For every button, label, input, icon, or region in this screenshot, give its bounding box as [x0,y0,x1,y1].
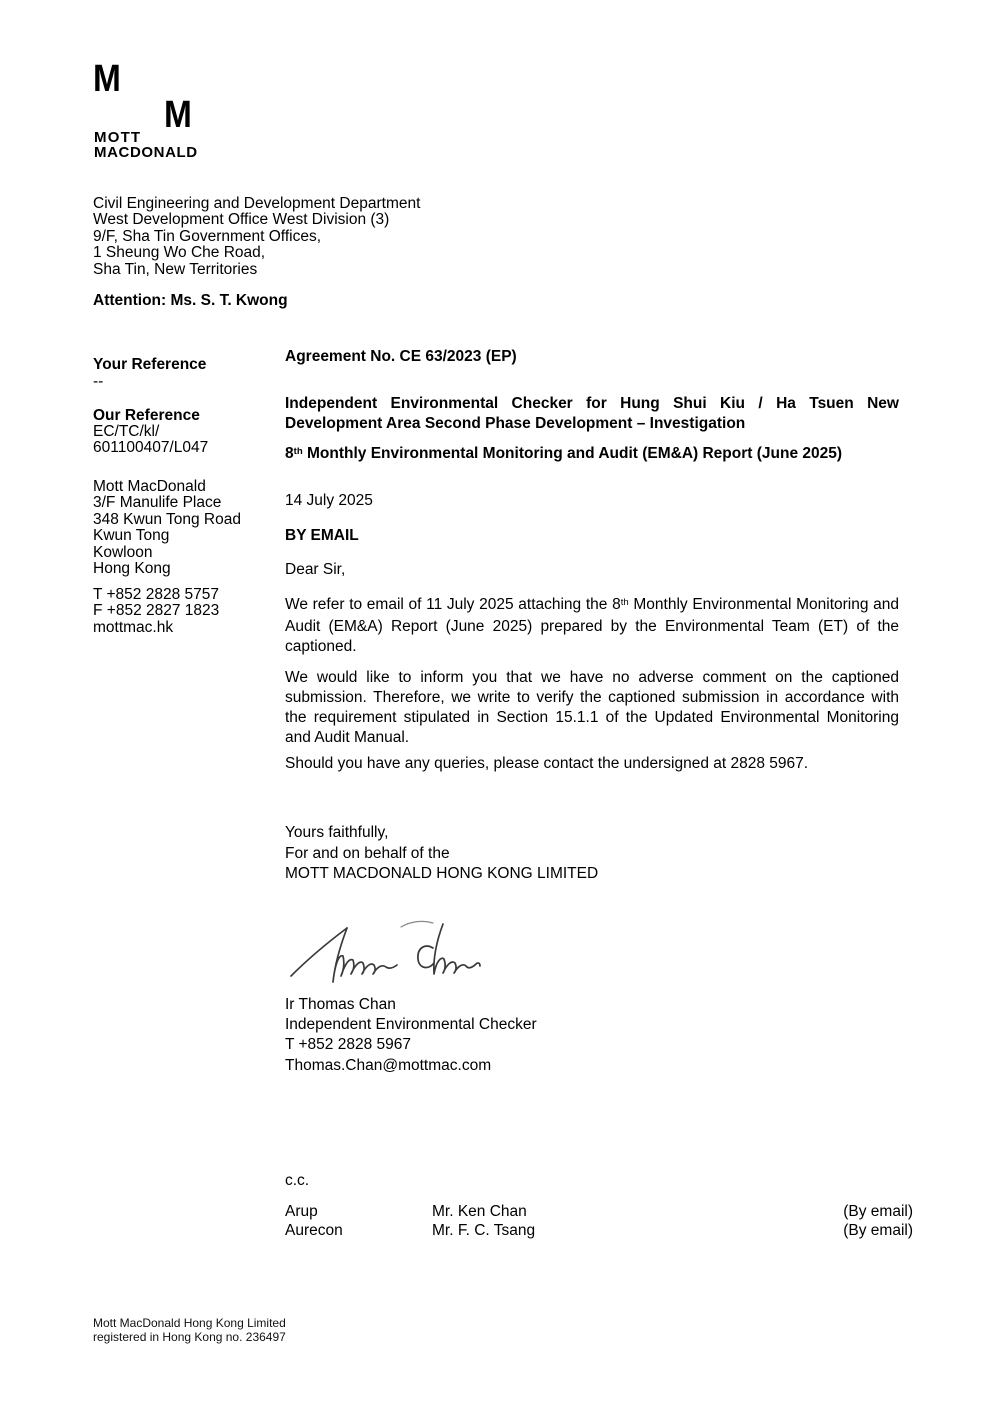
cc-person: Mr. Ken Chan [432,1203,527,1220]
salutation: Dear Sir, [285,561,346,578]
paragraph-1 [285,595,899,657]
letter-date: 14 July 2025 [285,492,373,509]
sender-address-line: 3/F Manulife Place [93,494,222,512]
attention-line: Attention: Ms. S. T. Kwong [93,292,288,309]
signature [283,914,488,992]
your-reference-value: -- [93,373,104,390]
paragraph-2: We would like to inform you that we have no adverse comment on the captioned submission. Therefore, we write to verify the captioned submission in accordance with the requirement stipulated in Section 15.1.1 of the Updated Environmental Monitoring and Audit Manual. [285,669,899,746]
subject-text: Monthly Environmental Monitoring and Audit (EM&A) Report (June 2025) [302,445,843,462]
subject-line-2 [285,445,899,463]
logo-m-primary: M [93,58,120,100]
signer-block [285,995,899,1076]
cc-person: Mr. F. C. Tsang [432,1222,536,1239]
your-reference-label: Your Reference [93,356,207,373]
closing-on-behalf: For and on behalf of the [285,844,450,862]
our-reference-value [93,424,208,457]
cc-method: (By email) [843,1222,913,1239]
recipient-line: Civil Engineering and Development Department [93,195,421,212]
cc-org: Aurecon [285,1222,343,1239]
sender-address-line: 348 Kwun Tong Road [93,510,241,528]
agreement-number: Agreement No. CE 63/2023 (EP) [285,348,517,365]
closing-company-name: MOTT MACDONALD HONG KONG LIMITED [285,865,599,882]
cc-row [285,1222,913,1242]
subject-ordinal: 8 [285,445,294,462]
paragraph-1-text: We refer to email of 11 July 2025 attaching the 8 [285,596,621,613]
sender-address-line: Mott MacDonald [93,478,206,495]
sender-phone: T +852 2828 5757 [93,586,219,603]
logo-m-secondary: M [164,94,191,136]
recipient-line: Sha Tin, New Territories [93,260,258,278]
signer-name: Ir Thomas Chan [285,996,396,1013]
signer-title: Independent Environmental Checker [285,1016,537,1034]
signer-phone: T +852 2828 5967 [285,1036,411,1054]
signer-email: Thomas.Chan@mottmac.com [285,1056,492,1074]
cc-row [285,1203,913,1223]
paragraph-1-ordinal-suffix: th [620,596,629,608]
cc-method: (By email) [843,1203,913,1220]
recipient-line: West Development Office West Division (3) [93,211,390,229]
sender-contact [93,587,219,636]
closing-block [285,823,899,885]
our-reference-line: EC/TC/kl/ [93,423,160,440]
cc-label: c.c. [285,1172,310,1189]
our-reference-label: Our Reference [93,407,200,424]
closing-valediction: Yours faithfully, [285,824,389,841]
sender-fax: F +852 2827 1823 [93,602,220,620]
footer-company: Mott MacDonald Hong Kong Limited [93,1316,286,1330]
registration-footer [93,1317,286,1344]
recipient-address [93,196,420,278]
cc-org: Arup [285,1203,318,1220]
sender-address [93,479,241,577]
delivery-method: BY EMAIL [285,527,359,544]
recipient-line: 9/F, Sha Tin Government Offices, [93,227,322,245]
logo-word-mott: MOTT [94,129,142,146]
sender-address-line: Kwun Tong [93,527,170,545]
subject-ordinal-suffix: th [293,445,303,457]
paragraph-3: Should you have any queries, please contact the undersigned at 2828 5967. [285,755,809,772]
sender-address-line: Hong Kong [93,560,171,578]
sender-website: mottmac.hk [93,618,174,636]
footer-registration: registered in Hong Kong no. 236497 [93,1329,286,1344]
paragraph-1-text: Monthly Environmental Monitoring and Audit (EM&A) Report (June 2025) prepared by the Environmental Team (ET) of the captioned. [285,596,899,655]
subject-line-1: Independent Environmental Checker for Hung Shui Kiu / Ha Tsuen New Development Area Second Phase Development – Investigation [285,395,899,432]
sender-address-line: Kowloon [93,543,153,561]
logo-word-macdonald: MACDONALD [94,144,198,161]
recipient-line: 1 Sheung Wo Che Road, [93,244,266,262]
signature-image [283,914,488,992]
our-reference-line: 601100407/L047 [93,439,209,457]
